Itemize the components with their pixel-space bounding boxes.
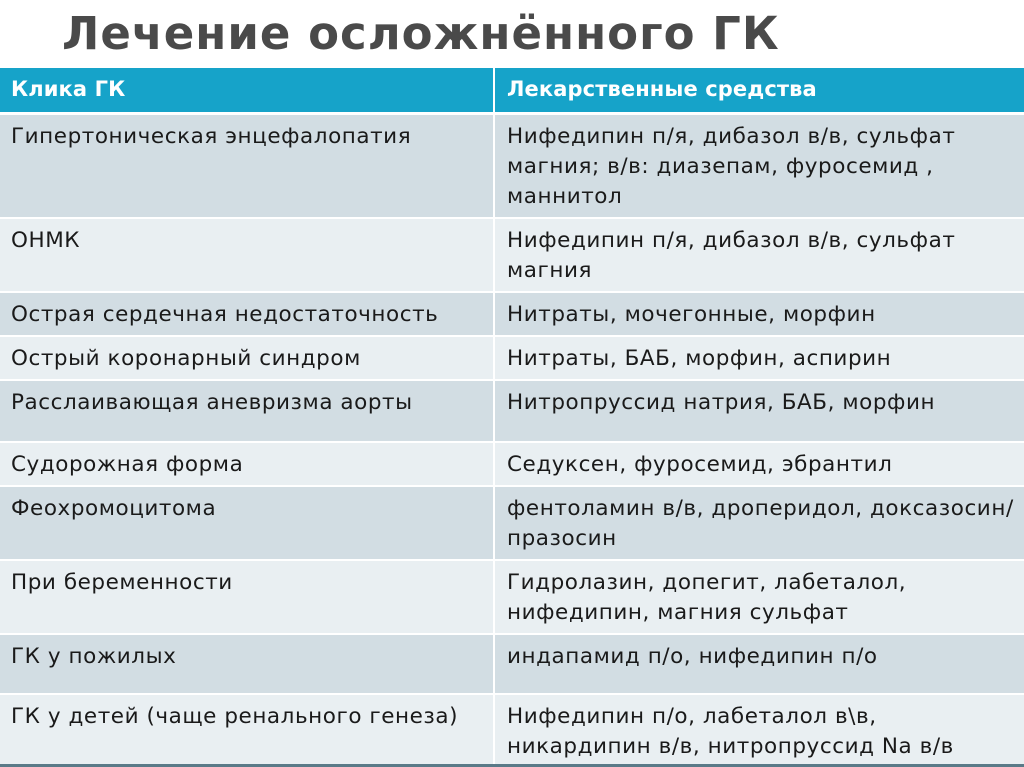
drugs-cell: Нифедипин п/я, дибазол в/в, сульфат магния	[494, 218, 1024, 292]
condition-cell: При беременности	[0, 560, 494, 634]
drugs-cell: Нитраты, мочегонные, морфин	[494, 292, 1024, 336]
table-row	[0, 486, 1024, 560]
table-row	[0, 560, 1024, 634]
table-header-row	[0, 68, 1024, 114]
table-row	[0, 336, 1024, 380]
table-row	[0, 380, 1024, 442]
drugs-cell: фентоламин в/в, дроперидол, доксазосин/празосин	[494, 486, 1024, 560]
drugs-cell: Гидролазин, допегит, лабеталол, нифедипин, магния сульфат	[494, 560, 1024, 634]
table-row	[0, 442, 1024, 486]
condition-cell: ГК у пожилых	[0, 634, 494, 694]
condition-cell: Феохромоцитома	[0, 486, 494, 560]
condition-cell: Судорожная форма	[0, 442, 494, 486]
header-condition: Клика ГК	[0, 68, 494, 114]
table-row	[0, 634, 1024, 694]
condition-cell: ГК у детей (чаще ренального генеза)	[0, 694, 494, 767]
drugs-cell: Нифедипин п/о, лабеталол в\в, никардипин в/в, нитропруссид Na в/в	[494, 694, 1024, 767]
table-row	[0, 218, 1024, 292]
treatment-table-container	[0, 68, 1024, 767]
drugs-cell: индапамид п/о, нифедипин п/о	[494, 634, 1024, 694]
condition-cell: ОНМК	[0, 218, 494, 292]
drugs-cell: Нифедипин п/я, дибазол в/в, сульфат магния; в/в: диазепам, фуросемид , маннитол	[494, 114, 1024, 219]
condition-cell: Расслаивающая аневризма аорты	[0, 380, 494, 442]
condition-cell: Острая сердечная недостаточность	[0, 292, 494, 336]
header-drugs: Лекарственные средства	[494, 68, 1024, 114]
drugs-cell: Седуксен, фуросемид, эбрантил	[494, 442, 1024, 486]
table-row	[0, 114, 1024, 219]
drugs-cell: Нитропруссид натрия, БАБ, морфин	[494, 380, 1024, 442]
treatment-table	[0, 68, 1024, 767]
page-title: Лечение осложнённого ГК	[62, 7, 780, 60]
table-row	[0, 694, 1024, 767]
condition-cell: Гипертоническая энцефалопатия	[0, 114, 494, 219]
condition-cell: Острый коронарный синдром	[0, 336, 494, 380]
drugs-cell: Нитраты, БАБ, морфин, аспирин	[494, 336, 1024, 380]
table-row	[0, 292, 1024, 336]
